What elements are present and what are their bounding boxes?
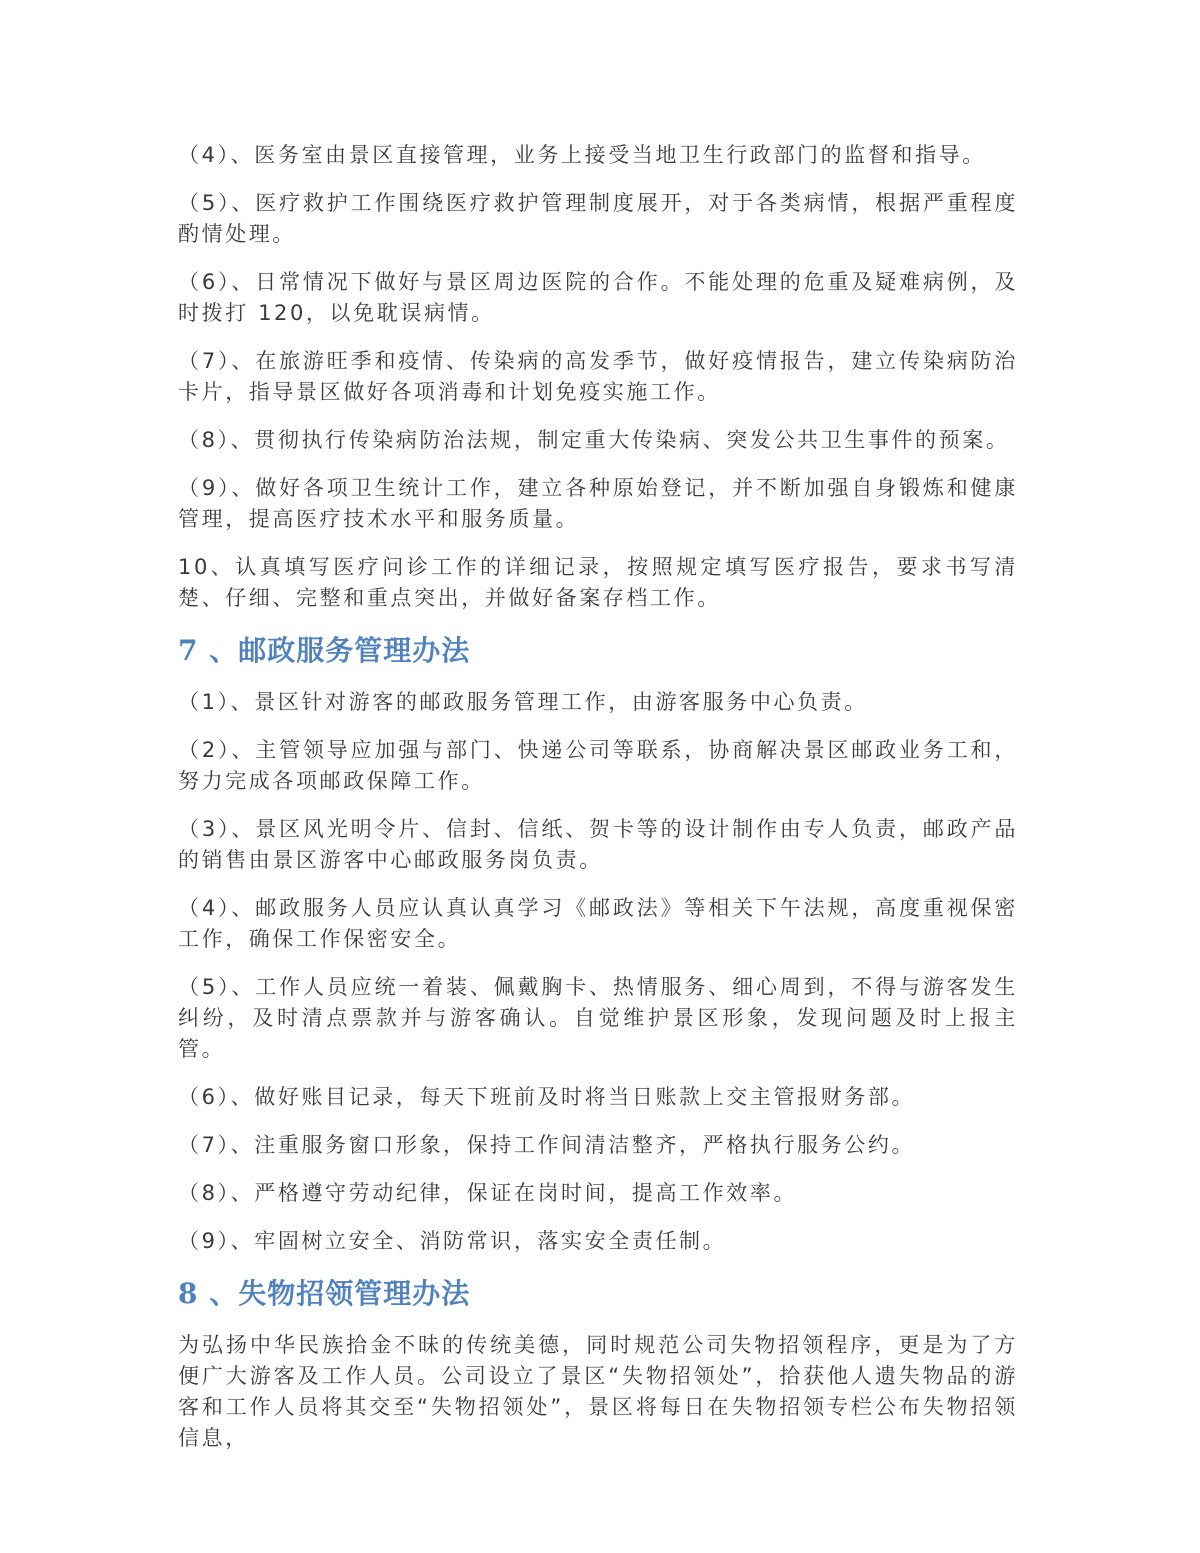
- postal-item-7: （7）、注重服务窗口形象，保持工作间清洁整齐，严格执行服务公约。: [178, 1133, 916, 1157]
- postal-item-6: （6）、做好账目记录，每天下班前及时将当日账款上交主管报财务部。: [178, 1085, 916, 1109]
- postal-item-3: （3）、景区风光明令片、信封、信纸、贺卡等的设计制作由专人负责，邮政产品的销售由景区游客中心邮政服务岗负责。: [178, 817, 1018, 872]
- medical-item-6: （6）、日常情况下做好与景区周边医院的合作。不能处理的危重及疑难病例，及时拨打 120，以免耽误病情。: [178, 270, 1018, 325]
- section-8-heading: 8 、失物招领管理办法: [178, 1277, 471, 1310]
- section-7-heading: 7 、邮政服务管理办法: [178, 634, 471, 667]
- medical-item-10: 10、认真填写医疗问诊工作的详细记录，按照规定填写医疗报告，要求书写清楚、仔细、完整和重点突出，并做好备案存档工作。: [178, 555, 1018, 610]
- medical-item-7: （7）、在旅游旺季和疫情、传染病的高发季节，做好疫情报告，建立传染病防治卡片，指导景区做好各项消毒和计划免疫实施工作。: [178, 349, 1018, 404]
- postal-item-5: （5）、工作人员应统一着装、佩戴胸卡、热情服务、细心周到，不得与游客发生纠纷，及时清点票款并与游客确认。自觉维护景区形象，发现问题及时上报主管。: [178, 975, 1018, 1061]
- medical-item-5: （5）、医疗救护工作围绕医疗救护管理制度展开，对于各类病情，根据严重程度酌情处理。: [178, 191, 1018, 246]
- postal-item-1: （1）、景区针对游客的邮政服务管理工作，由游客服务中心负责。: [178, 690, 868, 714]
- postal-item-9: （9）、牢固树立安全、消防常识，落实安全责任制。: [178, 1229, 727, 1253]
- medical-item-9: （9）、做好各项卫生统计工作，建立各种原始登记，并不断加强自身锻炼和健康管理，提高医疗技术水平和服务质量。: [178, 476, 1018, 531]
- document-page: [178, 140, 1018, 1471]
- postal-item-2: （2）、主管领导应加强与部门、快递公司等联系，协商解决景区邮政业务工和，努力完成各项邮政保障工作。: [178, 738, 1018, 793]
- medical-item-4: （4）、医务室由景区直接管理，业务上接受当地卫生行政部门的监督和指导。: [178, 143, 986, 167]
- lost-found-intro: 为弘扬中华民族拾金不昧的传统美德，同时规范公司失物招领程序，更是为了方便广大游客及工作人员。公司设立了景区“失物招领处”，拾获他人遗失物品的游客和工作人员将其交至“失物招领处”，景区将每日在失物招领专栏公布失物招领信息，: [178, 1333, 1018, 1450]
- postal-item-4: （4）、邮政服务人员应认真认真学习《邮政法》等相关下午法规，高度重视保密工作，确保工作保密安全。: [178, 896, 1018, 951]
- medical-item-8: （8）、贯彻执行传染病防治法规，制定重大传染病、突发公共卫生事件的预案。: [178, 428, 1010, 452]
- postal-item-8: （8）、严格遵守劳动纪律，保证在岗时间，提高工作效率。: [178, 1181, 798, 1205]
